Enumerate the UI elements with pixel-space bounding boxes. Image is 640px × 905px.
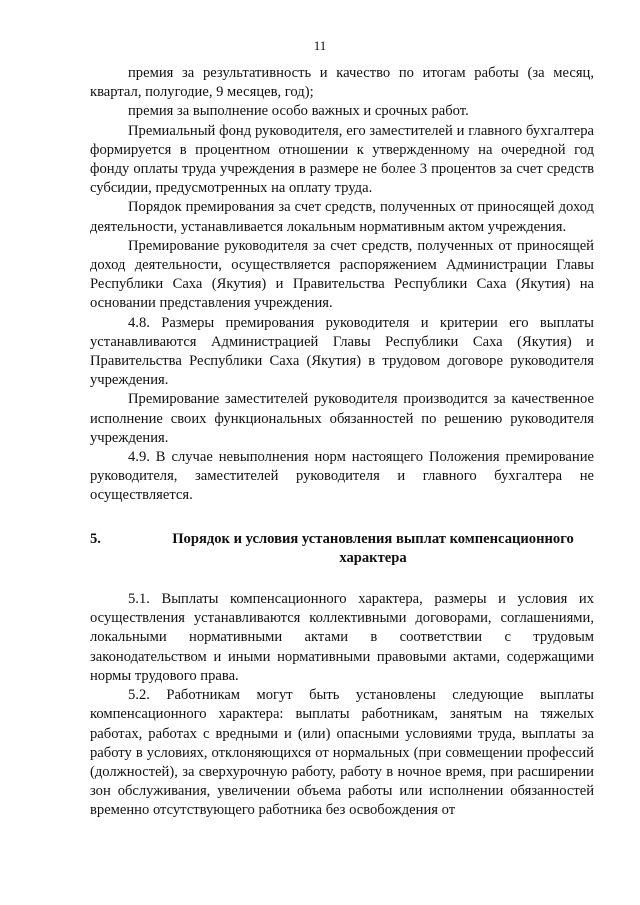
section-title: Порядок и условия установления выплат компенсационного характера <box>172 530 574 566</box>
page-number: 11 <box>313 38 327 53</box>
paragraph: 4.9. В случае невыполнения норм настоящего Положения премирование руководителя, заместителей руководителя и главного бухгалтера не осуществляется. <box>90 449 594 504</box>
paragraph: Премирование заместителей руководителя производится за качественное исполнение своих функциональных обязанностей по решению руководителя учреждения. <box>90 391 594 446</box>
section-heading <box>90 530 594 568</box>
paragraph: Порядок премирования за счет средств, полученных от приносящей доход деятельности, устанавливается локальным нормативным актом учреждения. <box>90 199 594 235</box>
section-number: 5. <box>90 530 101 547</box>
paragraph: премия за результативность и качество по итогам работы (за месяц, квартал, полугодие, 9 месяцев, год); <box>90 65 594 101</box>
paragraph: 4.8. Размеры премирования руководителя и критерии его выплаты устанавливаются Администрацией Главы Республики Саха (Якутия) и Правительства Республики Саха (Якутия) в трудовом договоре руководителя учреждения. <box>90 314 594 389</box>
paragraph: Премирование руководителя за счет средств, полученных от приносящей доход деятельности, осуществляется распоряжением Администрации Главы Республики Саха (Якутия) и Правительства Республики Саха (Якутия) на основании представления учреждения. <box>90 237 594 312</box>
paragraph: Премиальный фонд руководителя, его заместителей и главного бухгалтера формируется в процентном отношении к утвержденному на очередной год фонду оплаты труда учреждения в размере не более 3 процентов за счет средств субсидии, предусмотренных на оплату труда. <box>90 122 594 197</box>
paragraph: премия за выполнение особо важных и срочных работ. <box>128 103 469 120</box>
paragraph: 5.2. Работникам могут быть установлены следующие выплаты компенсационного характера: выплаты работникам, занятым на тяжелых работах, работах с вредными и (или) опасными условиями труда, выплаты за работу в условиях, отклоняющихся от нормальных (при совмещении профессий (должностей), за сверхурочную работу, работу в ночное время, при расширении зон обслуживания, увеличении объема работы или исполнении обязанностей временно отсутствующего работника без освобождения от <box>90 687 594 819</box>
paragraph: 5.1. Выплаты компенсационного характера, размеры и условия их осуществления устанавливаются коллективными договорами, соглашениями, локальными нормативными актами в соответствии с трудовым законодательством и иными нормативными правовыми актами, содержащими нормы трудового права. <box>90 591 594 684</box>
document-body <box>90 64 594 821</box>
